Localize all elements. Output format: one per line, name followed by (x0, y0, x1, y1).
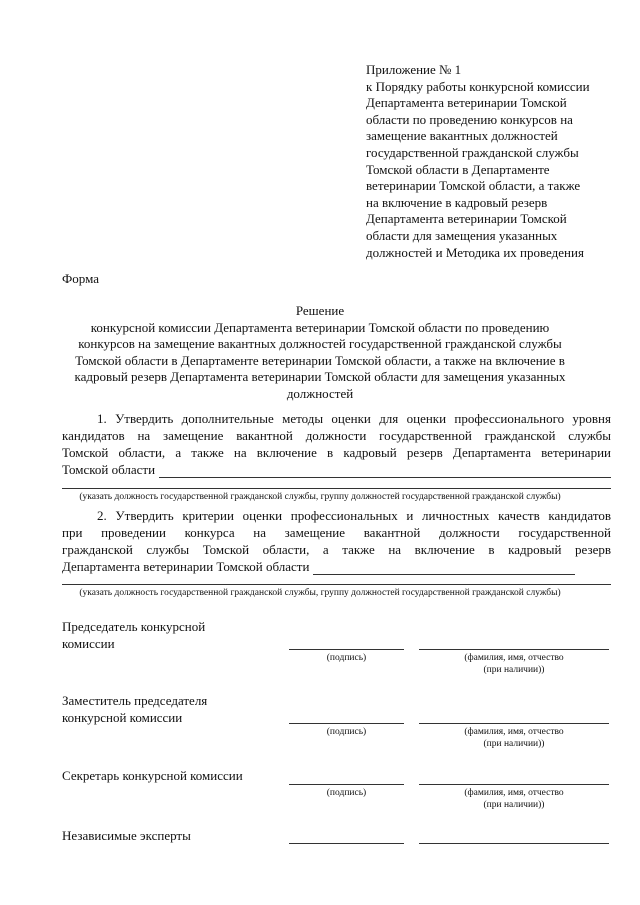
item-2-fill-line[interactable] (313, 562, 575, 575)
title-line: кадровый резерв Департамента ветеринарии Томской области для замещения указанных (74, 369, 566, 384)
appendix-line: на включение в кадровый резерв (366, 194, 548, 210)
signature-chairman-sign-line[interactable] (289, 649, 404, 650)
signature-secretary-sign-line[interactable] (289, 784, 404, 785)
signature-deputy-name-caption (419, 726, 609, 750)
document-title (0, 303, 640, 402)
title-line: конкурсной комиссии Департамента ветеринарии Томской области по проведению (90, 319, 550, 335)
signature-secretary-name-caption (419, 787, 609, 811)
signature-chairman-label: Председатель конкурсной комиссии (62, 619, 206, 651)
appendix-line: к Порядку работы конкурсной комиссии (366, 78, 590, 94)
name-caption-line: (фамилия, имя, отчество (464, 727, 564, 737)
signature-deputy-sign-caption: (подпись) (326, 727, 367, 737)
item-2-paragraph (62, 507, 611, 575)
appendix-line: Департамента ветеринарии Томской (366, 95, 567, 111)
appendix-line: замещение вакантных должностей (366, 128, 558, 144)
item-1-line: Томской области, а также на включение в кадровый резерв Департамента ветеринарии (62, 445, 611, 460)
title-line: конкурсов на замещение вакантных должностей государственной гражданской службы (78, 336, 562, 351)
signature-secretary-label: Секретарь конкурсной комиссии (62, 768, 243, 783)
name-caption-line: (фамилия, имя, отчество (464, 788, 564, 798)
item-1-paragraph (62, 410, 611, 478)
signature-chairman-name-line[interactable] (419, 649, 609, 650)
appendix-line: области для замещения указанных (366, 227, 558, 243)
name-caption-line: (при наличии)) (483, 665, 545, 675)
item-2-line: 2. Утвердить критерии оценки профессиональных и личностных качеств кандидатов (97, 508, 611, 523)
appendix-line: ветеринарии Томской области, а также (366, 178, 581, 194)
signature-chairman-name-caption (419, 652, 609, 676)
appendix-line: государственной гражданской службы (366, 144, 579, 160)
appendix-header (366, 62, 628, 261)
item-1-line: кандидатов на замещение вакантной должности государственной гражданской службы (62, 428, 611, 443)
item-1-last-text: Томской области (62, 462, 156, 477)
name-caption-line: (при наличии)) (483, 739, 545, 749)
appendix-line: Приложение № 1 (366, 62, 462, 77)
signature-deputy-label: Заместитель председателя конкурсной комиссии (62, 693, 208, 725)
item-1-fill-line[interactable] (159, 465, 611, 478)
title-line: Решение (295, 303, 345, 318)
appendix-line: области по проведению конкурсов на (366, 111, 573, 127)
signature-experts-label: Независимые эксперты (62, 828, 191, 843)
signature-secretary-name-line[interactable] (419, 784, 609, 785)
signature-secretary-sign-caption: (подпись) (326, 788, 367, 798)
item-2-line: при проведении конкурса на замещение вакантной должности государственной (62, 525, 611, 540)
form-label: Форма (62, 271, 99, 286)
item-2-last-line (62, 558, 611, 575)
name-caption-line: (при наличии)) (483, 800, 545, 810)
signature-deputy-sign-line[interactable] (289, 723, 404, 724)
signature-experts-sign-line[interactable] (289, 843, 404, 844)
appendix-line: Департамента ветеринарии Томской (366, 211, 567, 227)
appendix-line: Томской области в Департаменте (366, 161, 550, 177)
item-1-hint: (указать должность государственной гражданской службы, группу должностей государственной гражданской службы) (79, 492, 561, 502)
item-2-blank-line[interactable] (62, 584, 611, 585)
name-caption-line: (фамилия, имя, отчество (464, 653, 564, 663)
appendix-line: должностей и Методика их проведения (366, 244, 584, 260)
signature-chairman-sign-caption: (подпись) (326, 653, 367, 663)
item-2-line: гражданской службы Томской области, а также на включение в кадровый резерв (62, 542, 611, 557)
title-line: должностей (286, 385, 354, 401)
signature-experts-name-line[interactable] (419, 843, 609, 844)
item-2-hint: (указать должность государственной гражданской службы, группу должностей государственной гражданской службы) (79, 588, 561, 598)
item-1-blank-line[interactable] (62, 488, 611, 489)
item-2-last-text: Департамента ветеринарии Томской области (62, 559, 310, 574)
signature-deputy-name-line[interactable] (419, 723, 609, 724)
title-line: Томской области в Департаменте ветеринарии Томской области, а также на включение в (75, 352, 565, 368)
item-1-line: 1. Утвердить дополнительные методы оценки для оценки профессионального уровня (97, 411, 611, 426)
item-1-last-line (62, 461, 611, 478)
